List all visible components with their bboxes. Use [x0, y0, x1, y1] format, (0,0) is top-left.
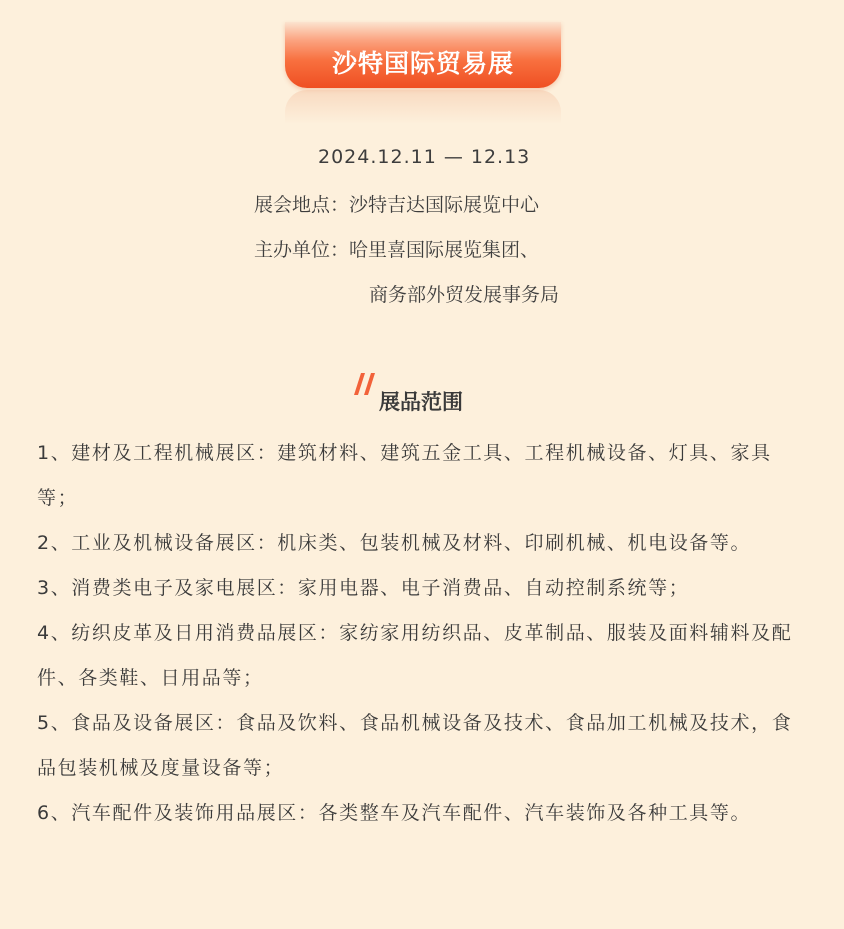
list-item: 5、食品及设备展区：食品及饮料、食品机械设备及技术、食品加工机械及技术，食品包装机械及度量设备等；	[37, 712, 793, 779]
list-item: 3、消费类电子及家电展区：家用电器、电子消费品、自动控制系统等；	[37, 577, 690, 599]
section-title: 展品范围	[379, 390, 463, 414]
list-item: 2、工业及机械设备展区：机床类、包装机械及材料、印刷机械、机电设备等。	[37, 532, 752, 554]
banner-reflection	[285, 90, 561, 124]
event-venue: 展会地点：沙特吉达国际展览中心	[254, 194, 540, 216]
title-banner	[285, 22, 561, 122]
list-item: 6、汽车配件及装饰用品展区：各类整车及汽车配件、汽车装饰及各种工具等。	[37, 802, 752, 824]
exhibit-list	[37, 431, 809, 836]
event-organizer-line2: 商务部外贸发展事务局	[369, 284, 560, 306]
list-item: 4、纺织皮革及日用消费品展区：家纺家用纺织品、皮革制品、服装及面料辅料及配件、各类鞋、日用品等；	[37, 622, 793, 689]
event-organizer-line1: 主办单位：哈里喜国际展览集团、	[254, 239, 540, 261]
list-item: 1、建材及工程机械展区：建筑材料、建筑五金工具、工程机械设备、灯具、家具等；	[37, 442, 772, 509]
banner-title: 沙特国际贸易展	[331, 49, 514, 78]
event-date: 2024.12.11 — 12.13	[318, 146, 531, 168]
double-slash-icon	[354, 373, 378, 397]
